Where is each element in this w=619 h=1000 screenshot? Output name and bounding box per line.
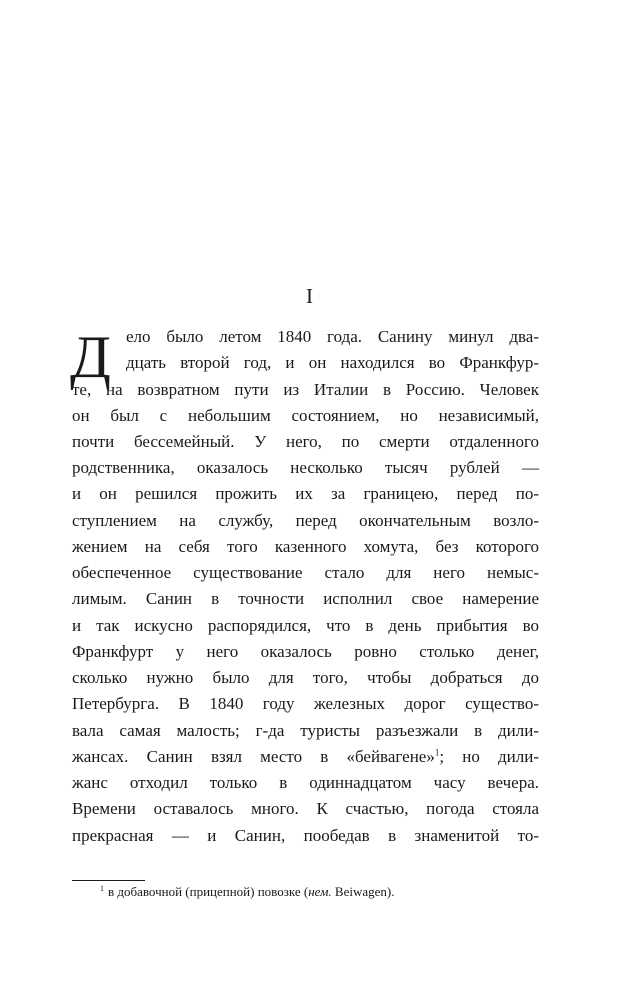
footnote <box>100 883 394 901</box>
text-line: почти бессемейный. У него, по смерти отдаленного <box>72 432 539 451</box>
text-line: те, на возвратном пути из Италии в Россию. Человек <box>72 380 539 399</box>
text-segment: жансах. Санин взял место в «бейвагене» <box>72 747 435 766</box>
text-line: прекрасная — и Санин, пообедав в знаменитой то- <box>72 826 539 845</box>
text-line: и он решился прожить их за границею, перед по- <box>72 484 539 503</box>
text-line: ступлением на службу, перед окончательным возло- <box>72 511 539 530</box>
text-line: родственника, оказалось несколько тысяч рублей — <box>72 458 539 477</box>
text-line: сколько нужно было для того, чтобы добраться до <box>72 668 539 687</box>
text-line-with-footnote-ref <box>72 747 539 767</box>
text-line: жанс отходил только в одиннадцатом часу вечера. <box>72 773 539 792</box>
text-segment: ; но дили- <box>439 747 539 766</box>
footnote-ref[interactable]: 1 <box>434 747 440 758</box>
footnote-language-abbr: нем. <box>308 884 332 899</box>
text-line: он был с небольшим состоянием, но независимый, <box>72 406 539 425</box>
text-line: Петербурга. В 1840 году железных дорог существо- <box>72 694 539 713</box>
text-line: ело было летом 1840 года. Санину минул два- <box>126 327 539 346</box>
text-line: жением на себя того казенного хомута, без которого <box>72 537 539 556</box>
text-line: обеспеченное существование стало для него немыс- <box>72 563 539 582</box>
text-line: дцать второй год, и он находился во Франкфур- <box>126 353 539 372</box>
text-line: вала самая малость; г-да туристы разъезжали в дили- <box>72 721 539 740</box>
text-line: лимым. Санин в точности исполнил свое намерение <box>72 589 539 608</box>
drop-cap: Д <box>70 324 111 390</box>
text-line: и так искусно распорядился, что в день прибытия во <box>72 616 539 635</box>
footnote-text: в добавочной (прицепной) повозке ( <box>108 884 309 899</box>
text-line: Времени оставалось много. К счастью, погода стояла <box>72 799 539 818</box>
chapter-number: I <box>306 284 313 308</box>
footnote-mark: 1 <box>100 883 104 893</box>
footnote-divider <box>72 880 145 881</box>
footnote-text: Beiwagen). <box>331 884 395 899</box>
text-line: Франкфурт у него оказалось ровно столько денег, <box>72 642 539 661</box>
